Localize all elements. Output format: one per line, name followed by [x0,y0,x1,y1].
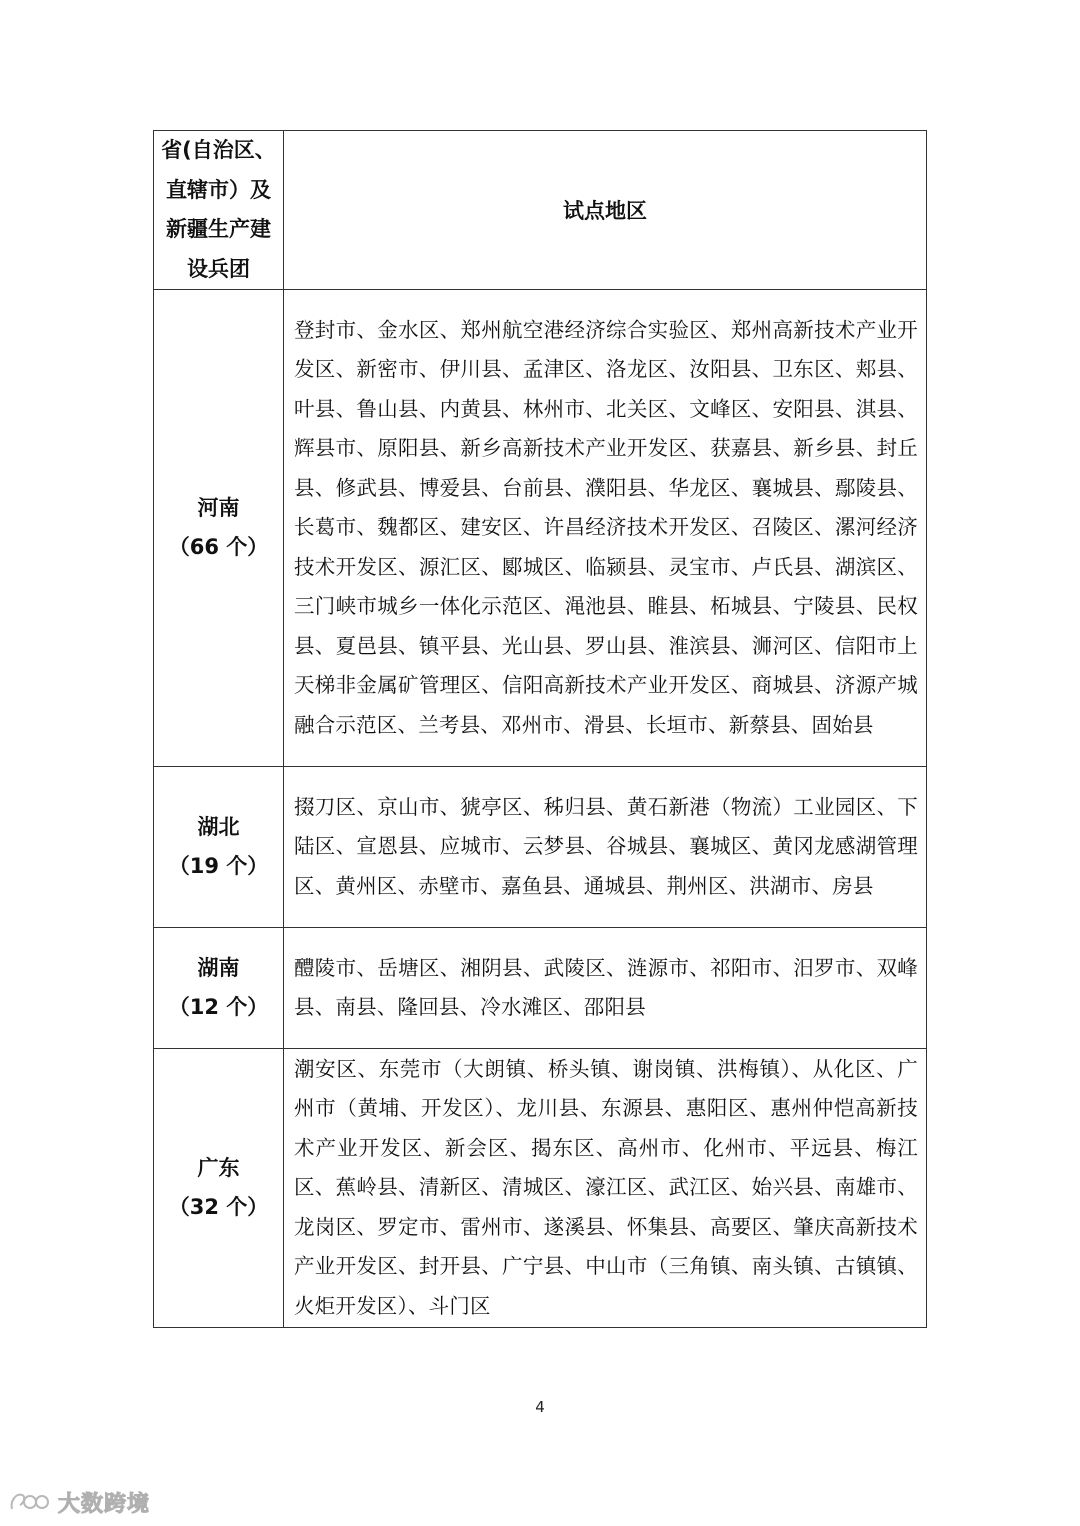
areas-cell: 醴陵市、岳塘区、湘阴县、武陵区、涟源市、祁阳市、汨罗市、双峰县、南县、隆回县、冷水滩区、邵阳县 [284,928,927,1049]
table-row [154,928,927,1049]
watermark [8,1487,150,1517]
province-cell [154,767,284,928]
province-name: 河南 [197,495,240,520]
table-header-row [154,131,927,290]
areas-cell: 登封市、金水区、郑州航空港经济综合实验区、郑州高新技术产业开发区、新密市、伊川县、孟津区、洛龙区、汝阳县、卫东区、郏县、叶县、鲁山县、内黄县、林州市、北关区、文峰区、安阳县、淇县、辉县市、原阳县、新乡高新技术产业开发区、获嘉县、新乡县、封丘县、修武县、博爱县、台前县、濮阳县、华龙区、襄城县、鄢陵县、长葛市、魏都区、建安区、许昌经济技术开发区、召陵区、漯河经济技术开发区、源汇区、郾城区、临颍县、灵宝市、卢氏县、湖滨区、三门峡市城乡一体化示范区、渑池县、睢县、柘城县、宁陵县、民权县、夏邑县、镇平县、光山县、罗山县、淮滨县、浉河区、信阳市上天梯非金属矿管理区、信阳高新技术产业开发区、商城县、济源产城融合示范区、兰考县、邓州市、滑县、长垣市、新蔡县、固始县 [284,290,927,767]
province-count: （66 个） [168,535,269,559]
pilot-region-table [153,130,927,1328]
header-province-cell [154,131,284,290]
areas-cell: 潮安区、东莞市（大朗镇、桥头镇、谢岗镇、洪梅镇）、从化区、广州市（黄埔、开发区）、龙川县、东源县、惠阳区、惠州仲恺高新技术产业开发区、新会区、揭东区、高州市、化州市、平远县、梅江区、蕉岭县、清新区、清城区、濠江区、武江区、始兴县、南雄市、龙岗区、罗定市、雷州市、遂溪县、怀集县、高要区、肇庆高新技术产业开发区、封开县、广宁县、中山市（三角镇、南头镇、古镇镇、火炬开发区）、斗门区 [284,1049,927,1328]
header-province-line: 直辖市）及 [166,177,271,202]
province-name: 湖北 [197,814,240,839]
province-count: （12 个） [168,995,269,1019]
table-row [154,1049,927,1328]
table-row [154,290,927,767]
dashuju-logo-icon [8,1489,54,1515]
province-cell [154,928,284,1049]
header-province-line: 设兵团 [187,256,250,281]
header-province-line: 省(自治区、 [161,138,276,162]
province-cell [154,290,284,767]
province-count: （32 个） [168,1195,269,1219]
header-province-line: 新疆生产建 [166,217,271,241]
province-name: 湖南 [197,955,240,980]
watermark-text: 大数跨境 [58,1491,151,1517]
province-count: （19 个） [168,854,269,878]
page-number: 4 [535,1398,545,1416]
header-areas-cell: 试点地区 [284,131,927,290]
province-name: 广东 [197,1155,240,1180]
areas-cell: 掇刀区、京山市、猇亭区、秭归县、黄石新港（物流）工业园区、下陆区、宣恩县、应城市、云梦县、谷城县、襄城区、黄冈龙感湖管理区、黄州区、赤壁市、嘉鱼县、通城县、荆州区、洪湖市、房县 [284,767,927,928]
table-row [154,767,927,928]
province-cell [154,1049,284,1328]
